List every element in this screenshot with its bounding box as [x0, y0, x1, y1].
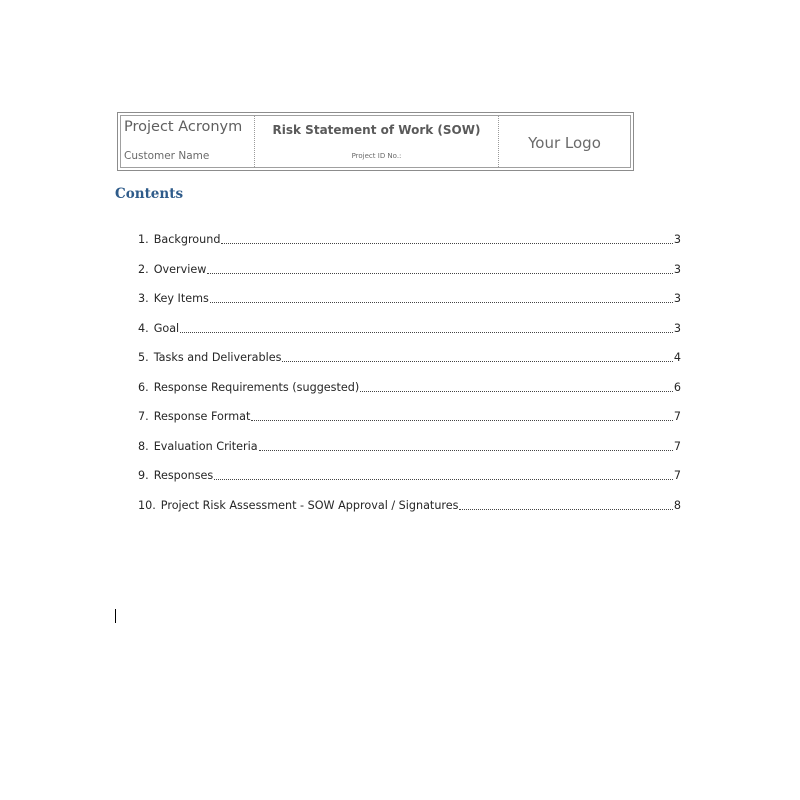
header-cell-title[interactable]: [255, 116, 499, 167]
toc-dot-leader: [459, 498, 672, 510]
toc-entry-page: 7: [673, 410, 681, 423]
toc-dot-leader: [214, 468, 673, 480]
toc-entry-title[interactable]: Response Requirements (suggested): [153, 380, 360, 394]
logo-placeholder: Your Logo: [528, 134, 601, 152]
contents-heading: Contents: [115, 186, 184, 202]
document-header-table: [117, 112, 634, 171]
toc-entry-page: 3: [673, 233, 681, 246]
toc-entry-number: 2.: [138, 262, 149, 276]
text-cursor: [115, 609, 116, 623]
toc-entry-page: 6: [673, 380, 681, 394]
toc-entry-title[interactable]: Response Format: [153, 410, 251, 423]
toc-entry-number: 10.: [138, 498, 156, 512]
toc-entry-title[interactable]: Key Items: [153, 292, 209, 305]
toc-entry-page: 3: [673, 262, 681, 276]
toc-entry[interactable]: [138, 498, 681, 528]
toc-dot-leader: [180, 321, 673, 333]
toc-entry[interactable]: [138, 291, 681, 321]
toc-entry-number: 8.: [138, 439, 149, 453]
toc-entry[interactable]: [138, 439, 681, 469]
toc-dot-leader: [221, 232, 672, 244]
toc-entry-title[interactable]: Responses: [153, 469, 214, 482]
toc-dot-leader: [207, 262, 673, 274]
project-id-label: Project ID No.:: [351, 152, 402, 160]
project-acronym: Project Acronym: [124, 119, 243, 135]
toc-entry-number: 7.: [138, 410, 149, 423]
toc-dot-leader: [259, 439, 673, 451]
toc-dot-leader: [210, 291, 673, 303]
toc-entry[interactable]: [138, 232, 681, 262]
toc-dot-leader: [282, 350, 672, 362]
toc-entry-number: 4.: [138, 321, 149, 335]
document-title: Risk Statement of Work (SOW): [272, 123, 481, 137]
toc-entry[interactable]: [138, 468, 681, 498]
toc-entry-number: 6.: [138, 380, 149, 394]
toc-entry[interactable]: [138, 380, 681, 410]
toc-entry[interactable]: [138, 321, 681, 351]
toc-entry[interactable]: [138, 409, 681, 439]
toc-entry-title[interactable]: Tasks and Deliverables: [153, 351, 282, 364]
toc-entry-page: 3: [673, 321, 681, 335]
toc-entry-title[interactable]: Project Risk Assessment - SOW Approval / Signatures: [160, 498, 459, 512]
toc-entry-title[interactable]: Background: [153, 233, 221, 246]
customer-name: Customer Name: [124, 150, 210, 162]
toc-entry-number: 5.: [138, 351, 149, 364]
toc-dot-leader: [360, 380, 673, 392]
toc-entry-title[interactable]: Evaluation Criteria: [153, 439, 258, 453]
toc-entry-number: 9.: [138, 469, 149, 482]
toc-entry-number: 1.: [138, 233, 149, 246]
toc-entry[interactable]: [138, 350, 681, 380]
table-of-contents: [138, 232, 681, 527]
toc-entry-page: 4: [673, 351, 681, 364]
toc-entry-title[interactable]: Overview: [153, 262, 207, 276]
toc-entry[interactable]: [138, 262, 681, 292]
header-cell-acronym[interactable]: [121, 116, 255, 167]
toc-entry-page: 3: [673, 292, 681, 305]
toc-dot-leader: [251, 409, 672, 421]
header-inner-border: [120, 115, 631, 168]
toc-entry-page: 7: [673, 469, 681, 482]
toc-entry-page: 8: [673, 498, 681, 512]
header-cell-logo[interactable]: [499, 116, 630, 167]
toc-entry-page: 7: [673, 439, 681, 453]
toc-entry-title[interactable]: Goal: [153, 321, 180, 335]
toc-entry-number: 3.: [138, 292, 149, 305]
